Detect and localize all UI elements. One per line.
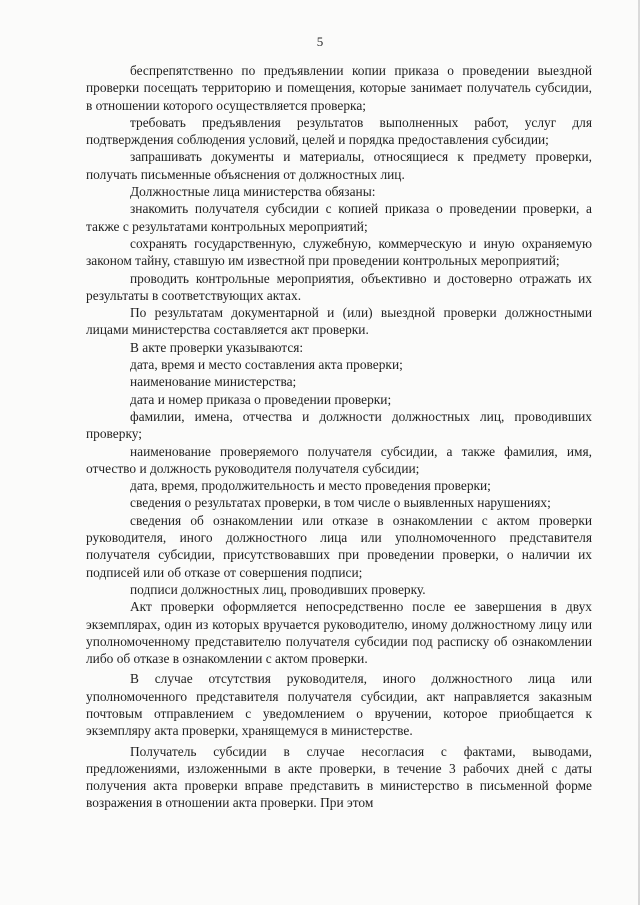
- document-body: [86, 62, 592, 812]
- paragraph: проводить контрольные мероприятия, объективно и достоверно отражать их результаты в соответствующих актах.: [86, 270, 592, 303]
- paragraph: Должностные лица министерства обязаны:: [130, 184, 376, 200]
- paragraph: В акте проверки указываются:: [130, 339, 304, 355]
- paragraph: По результатам документарной и (или) выездной проверки должностными лицами министерства составляется акт проверки.: [86, 305, 592, 338]
- paragraph: подписи должностных лиц, проводивших проверку.: [130, 581, 426, 597]
- paragraph: дата, время и место составления акта проверки;: [130, 357, 403, 373]
- paragraph: сохранять государственную, служебную, коммерческую и иную охраняемую законом тайну, ставшую им известной при проведении контрольных мероприятий;: [86, 235, 592, 269]
- paragraph: требовать предъявления результатов выполненных работ, услуг для подтверждения соблюдения условий, целей и порядка предоставления субсидии;: [86, 114, 592, 148]
- paragraph: В случае отсутствия руководителя, иного должностного лица или уполномоченного представителя получателя субсидии, акт направляется заказным почтовым отправлением с уведомлением о вручении, которое приобщается к экземпляру акта проверки, хранящемуся в министерстве.: [86, 671, 592, 739]
- page-number: 5: [316, 34, 324, 49]
- paragraph: дата и номер приказа о проведении проверки;: [130, 391, 392, 407]
- paragraph: сведения об ознакомлении или отказе в ознакомлении с актом проверки руководителя, иного должностного лица или уполномоченного представителя получателя субсидии, присутствовавших при проведении проверки, о наличии их подписей или об отказе от совершения подписи;: [86, 512, 592, 580]
- paragraph: наименование проверяемого получателя субсидии, а также фамилия, имя, отчество и должность руководителя получателя субсидии;: [86, 443, 592, 476]
- paragraph: запрашивать документы и материалы, относящиеся к предмету проверки, получать письменные объяснения от должностных лиц.: [86, 149, 592, 182]
- paragraph: дата, время, продолжительность и место проведения проверки;: [130, 478, 491, 494]
- paragraph: сведения о результатах проверки, в том числе о выявленных нарушениях;: [130, 495, 551, 511]
- paragraph: Получатель субсидии в случае несогласия с фактами, выводами, предложениями, изложенными в акте проверки, в течение 3 рабочих дней с даты получения акта проверки вправе представить в министерство в письменной форме возражения в отношении акта проверки. При этом: [86, 743, 592, 811]
- paragraph: Акт проверки оформляется непосредственно после ее завершения в двух экземплярах, один из которых вручается руководителю, иному должностному лицу или уполномоченному представителю получателя субсидии под расписку об ознакомлении либо об отказе в ознакомлении с актом проверки.: [86, 599, 592, 667]
- paragraph: знакомить получателя субсидии с копией приказа о проведении проверки, а также с результатами контрольных мероприятий;: [86, 201, 592, 234]
- paragraph: наименование министерства;: [130, 374, 297, 390]
- paragraph: беспрепятственно по предъявлении копии приказа о проведении выездной проверки посещать территорию и помещения, которые занимает получатель субсидии, в отношении которого осуществляется проверка;: [86, 63, 592, 113]
- paragraph: фамилии, имена, отчества и должности должностных лиц, проводивших проверку;: [86, 408, 592, 442]
